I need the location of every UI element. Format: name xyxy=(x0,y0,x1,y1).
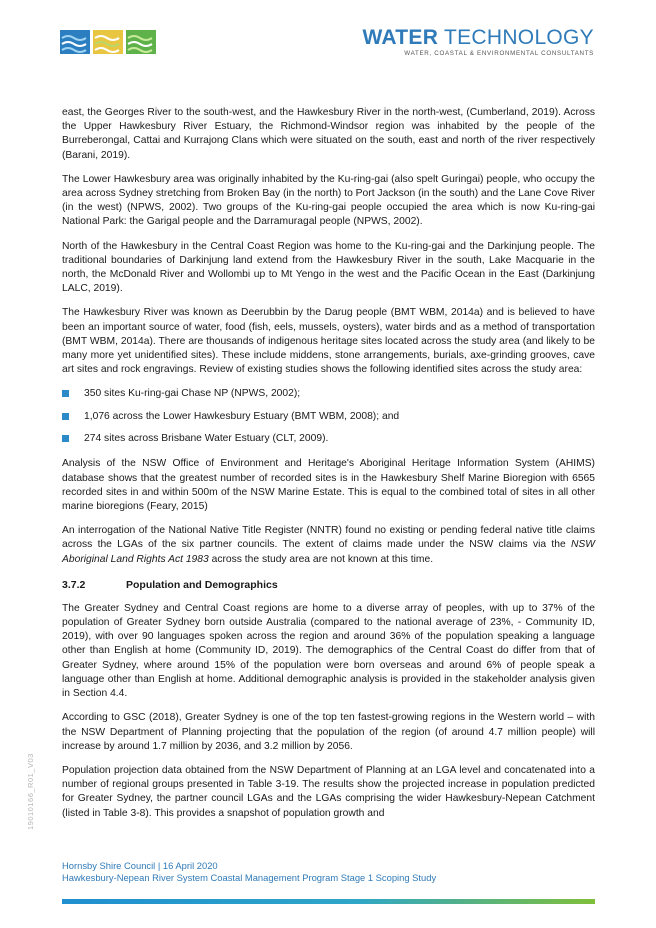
section-number: 3.7.2 xyxy=(62,578,86,591)
paragraph-2: The Lower Hawkesbury area was originally inhabited by the Ku-ring-gai (also spelt Guringai) people, who occupy the area across Sydney stretching from Broken Bay (in the north) to Port Jackson (in the south) and the Lane Cove River (in the west) (NPWS, 2002). Two groups of the Ku-ring-gai people occupied the area which is now Ku-ring-gai National Park: the Garigal people and the Darramuragal people (NPWS, 2002). xyxy=(62,173,595,228)
bullet-icon xyxy=(62,390,69,397)
paragraph-9: Population projection data obtained from the NSW Department of Planning at an LGA level and concatenated into a number of regional groups presented in Table 3-19. The results show the projected increase in population predicted for Greater Sydney, the partner council LGAs and the LGAs comprising the wider Hawkesbury-Nepean Catchment (listed in Table 3-8). This provides a snapshot of population growth and xyxy=(62,764,595,819)
sites-list xyxy=(62,387,595,446)
footer-line-2: Hawkesbury-Nepean River System Coastal Management Program Stage 1 Scoping Study xyxy=(62,872,437,883)
brand-logo xyxy=(362,27,594,57)
paragraph-6 xyxy=(62,524,595,567)
paragraph-3: North of the Hawkesbury in the Central Coast Region was home to the Ku-ring-gai and the Darkinjung people. The traditional boundaries of Darkinjung land extend from the Hawkesbury River in the south, Lake Macquarie in the north, the McDonald River and Wollombi up to Mt Yengo in the west and the Pacific Ocean in the East (Darkinjung LALC, 2019). xyxy=(62,240,595,295)
section-heading xyxy=(62,579,595,591)
list-item xyxy=(62,432,595,446)
paragraph-1: east, the Georges River to the south-west, and the Hawkesbury River in the north-west, (Cumberland, 2019). Across the Upper Hawkesbury River Estuary, the Richmond-Windsor region was inhabited by the people of the Burreberongal, Cattai and Kurrajong Clans which were situated on the south, east and north of the river respectively (Barani, 2019). xyxy=(62,107,595,161)
brand-tagline: WATER, COASTAL & ENVIRONMENTAL CONSULTANTS xyxy=(404,50,594,57)
document-body xyxy=(62,106,595,831)
list-item xyxy=(62,387,595,401)
paragraph-5: Analysis of the NSW Office of Environment and Heritage's Aboriginal Heritage Information System (AHIMS) database shows that the greatest number of recorded sites is in the Hawkesbury Shelf Marine Bioregion with 6565 recorded sites in and within 500m of the NSW Marine Estate. This is equal to the combined total of sites in all other marine bioregions (Feary, 2015) xyxy=(62,458,595,513)
waves-logo-icon xyxy=(60,30,158,54)
list-item-text: 350 sites Ku-ring-gai Chase NP (NPWS, 2002); xyxy=(84,388,301,400)
footer-line-1: Hornsby Shire Council | 16 April 2020 xyxy=(62,860,218,871)
footer-gradient-bar xyxy=(62,899,595,904)
brand-name xyxy=(362,27,594,49)
paragraph-8: According to GSC (2018), Greater Sydney is one of the top ten fastest-growing regions in the Western world – with the NSW Department of Planning projecting that the population of the region (of around 4.7 million people) will increase by around 1.7 million by 2036, and 3.2 million by 2056. xyxy=(62,712,595,752)
footer xyxy=(62,860,436,884)
brand-name-light: TECHNOLOGY xyxy=(438,26,594,49)
act-title: NSW Aboriginal Land Rights Act 1983 xyxy=(62,539,595,565)
list-item xyxy=(62,410,595,424)
bullet-icon xyxy=(62,435,69,442)
section-title: Population and Demographics xyxy=(126,578,278,591)
list-item-text: 1,076 across the Lower Hawkesbury Estuary (BMT WBM, 2008); and xyxy=(84,410,400,422)
bullet-icon xyxy=(62,413,69,420)
document-reference: 19010166_R01_V03 xyxy=(26,753,35,830)
paragraph-4: The Hawkesbury River was known as Deerubbin by the Darug people (BMT WBM, 2014a) and is believed to have been an important source of water, food (fish, eels, mussels, oysters), water birds and as a method of transportation (BMT WBM, 2014a). There are thousands of indigenous heritage sites located across the study area (and likely to be many more yet unidentified sites). These include middens, stone arrangements, burials, axe-grinding grooves, cave art sites and rock engravings. Review of existing studies shows the following identified sites across the study area: xyxy=(62,307,595,376)
paragraph-6-text-b: across the study area are not known at this time. xyxy=(208,553,434,565)
paragraph-6-text-a: An interrogation of the National Native Title Register (NNTR) found no existing or pending federal native title claims across the LGAs of the six partner councils. The extent of claims made under the NSW claims via the xyxy=(62,525,595,551)
brand-name-bold: WATER xyxy=(362,26,439,49)
paragraph-7: The Greater Sydney and Central Coast regions are home to a diverse array of peoples, with up to 37% of the population of Greater Sydney born outside Australia (compared to the national average of 23%, - Community ID, 2019), with over 90 languages spoken across the region and around 36% of the population speaking a language other than English at home (Community ID, 2019). The demographics of the Central Coast do differ from that of Greater Sydney, where around 15% of the population were born overseas and around 6% of people speak a language other than English at home. Additional demographic analysis is provided in the stakeholder analysis given in Section 4.4. xyxy=(62,602,595,700)
list-item-text: 274 sites across Brisbane Water Estuary (CLT, 2009). xyxy=(84,433,329,445)
